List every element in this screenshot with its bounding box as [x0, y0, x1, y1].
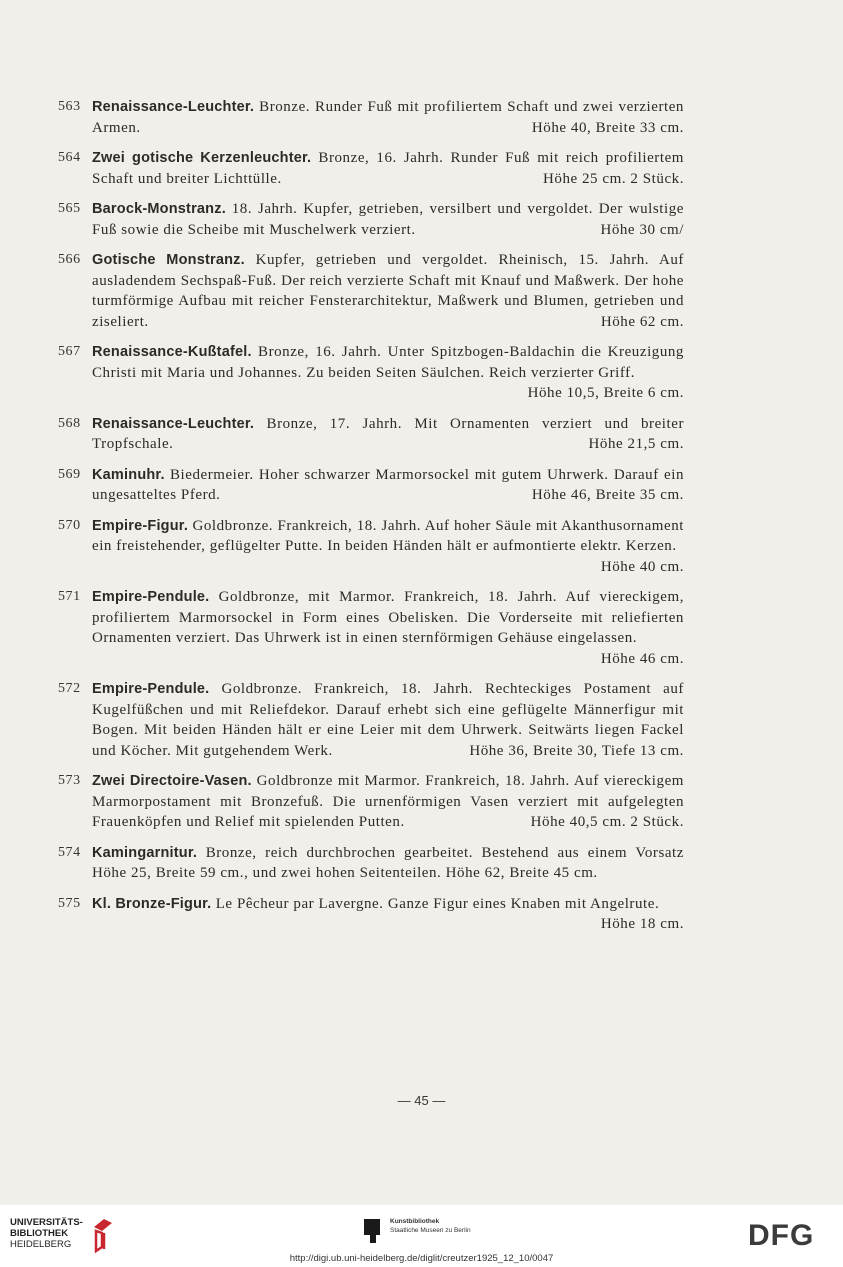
entry-title: Kamingarnitur.: [92, 844, 198, 861]
entry-description: Biedermeier. Hoher schwarzer Marmorsockel mit gutem Uhrwerk. Darauf ein ungesatteltes Pferd.: [92, 466, 684, 503]
entry-title: Barock-Monstranz.: [92, 201, 226, 217]
entry-number: 563: [58, 99, 81, 114]
entry-description: Goldbronze, mit Marmor. Frankreich, 18. Jahrh. Auf viereckigem, profiliertem Marmorsockel in Form eines Obelisken. Die Vorderseite mit reliefierten Ornamenten verziert. Das Uhrwerk ist in einen sternförmigen Gehäuse eingelassen.: [92, 589, 684, 646]
entry-dimensions: Höhe 10,5, Breite 6 cm.: [527, 385, 684, 401]
catalog-entry: [58, 894, 684, 935]
page-number: — 45 —: [397, 1093, 446, 1108]
entry-description: Bronze, 16. Jahrh. Unter Spitzbogen-Baldachin die Kreuzigung Christi mit Maria und Johannes. Zu beiden Seiten Säulchen. Reich verzierter Griff.: [92, 344, 684, 381]
university-library-logo[interactable]: [10, 1215, 120, 1255]
catalog-entry: [58, 516, 684, 578]
entry-title: Renaissance-Kußtafel.: [92, 344, 252, 360]
entry-number: 573: [58, 773, 81, 788]
entry-number: 574: [58, 844, 81, 860]
uni-line-3: HEIDELBERG: [10, 1239, 72, 1250]
kunstbibliothek-name: [390, 1217, 471, 1235]
dfg-logo[interactable]: DFG: [748, 1219, 815, 1252]
catalog-entry: [58, 587, 684, 669]
catalog-entry: [58, 414, 684, 455]
entry-title: Renaissance-Leuchter.: [92, 99, 255, 115]
university-emblem-icon: [90, 1215, 120, 1255]
uni-line-1: UNIVERSITÄTS-: [10, 1217, 83, 1228]
entry-description: Goldbronze mit Marmor. Frankreich, 18. Jahrh. Auf viereckigem Marmorpostament mit Bronzefuß. Die urnenförmigen Vasen verziert mit aufgelegten Frauenköpfen und Relief mit spielenden Putten.: [92, 773, 684, 830]
entry-number: 564: [58, 150, 81, 165]
entry-description: Bronze, 17. Jahrh. Mit Ornamenten verziert und breiter Tropfschale.: [92, 415, 684, 452]
entry-number: 567: [58, 344, 81, 359]
entry-dimensions: Höhe 62 cm.: [600, 313, 684, 330]
catalog-entry: [58, 148, 684, 189]
catalog-entry: [58, 843, 684, 884]
entry-number: 575: [58, 895, 81, 911]
entry-number: 571: [58, 589, 81, 604]
entry-dimensions: Höhe 40 cm.: [600, 558, 684, 575]
entry-number: 565: [58, 201, 81, 216]
entry-number: 570: [58, 517, 81, 533]
entry-dimensions: Höhe 25 cm. 2 Stück.: [543, 170, 684, 187]
entry-description: Le Pêcheur par Lavergne. Ganze Figur eines Knaben mit Angelrute.: [215, 895, 660, 912]
entry-number: 569: [58, 466, 81, 482]
entry-number: 566: [58, 252, 81, 267]
kunstbibliothek-emblem-icon: [362, 1217, 384, 1245]
entry-description: Kupfer, getrieben und vergoldet. Rheinisch, 15. Jahrh. Auf ausladendem Sechspaß-Fuß. Der reich verzierte Schaft mit Knauf und Maßwerk. Der hohe turmförmige Aufbau mit reicher Fensterarchitektur, Maßwerk und Blumen, getrieben und ziseliert.: [92, 252, 684, 330]
entry-dimensions: Höhe 30 cm/: [600, 221, 684, 238]
catalog-entry: [58, 342, 684, 404]
entry-dimensions: Höhe 18 cm.: [600, 916, 684, 932]
entry-title: Empire-Pendule.: [92, 681, 210, 697]
catalog-entry: [58, 679, 684, 761]
catalog-entry: [58, 465, 684, 506]
entry-title: Kl. Bronze-Figur.: [92, 895, 212, 912]
entry-description: Bronze. Runder Fuß mit profiliertem Schaft und zwei verzierten Armen.: [92, 99, 684, 136]
uni-line-2: BIBLIOTHEK: [10, 1228, 69, 1239]
entry-title: Empire-Figur.: [92, 517, 189, 534]
source-url-link[interactable]: http://digi.ub.uni-heidelberg.de/diglit/creutzer1925_12_10/0047: [289, 1253, 554, 1264]
catalog-entry: [58, 771, 684, 833]
footer-bar: [0, 1205, 843, 1267]
catalog-entry: [58, 97, 684, 138]
entry-description: Goldbronze. Frankreich, 18. Jahrh. Auf hoher Säule mit Akanthusornament ein freistehender, geflügelter Putte. In beiden Händen hält er aufmontierte elektr. Kerzen.: [92, 517, 684, 554]
entry-dimensions: Höhe 40, Breite 33 cm.: [531, 119, 684, 136]
entry-title: Empire-Pendule.: [92, 589, 210, 605]
entry-title: Gotische Monstranz.: [92, 252, 245, 268]
university-library-name: [10, 1217, 83, 1250]
entry-dimensions: Höhe 46 cm.: [600, 650, 684, 667]
catalog-entry: [58, 250, 684, 332]
catalog-entry: [58, 199, 684, 240]
entry-description: Goldbronze. Frankreich, 18. Jahrh. Rechteckiges Postament auf Kugelfüßchen und mit Reliefdekor. Darauf erhebt sich eine geflügelte Männerfigur mit Bogen. Mit beiden Händen hält er eine Leier mit dem Uhrwerk. Seitwärts liegen Fackel und Köcher. Mit gutgehendem Werk.: [92, 681, 684, 759]
entry-dimensions: Höhe 21,5 cm.: [588, 436, 684, 452]
entry-title: Renaissance-Leuchter.: [92, 415, 255, 432]
entry-title: Kaminuhr.: [92, 466, 165, 483]
entry-dimensions: Höhe 40,5 cm. 2 Stück.: [530, 814, 684, 830]
entry-number: 568: [58, 415, 81, 431]
entry-title: Zwei gotische Kerzenleuchter.: [92, 150, 312, 166]
kb-line-2: Staatliche Museen zu Berlin: [390, 1227, 471, 1234]
entry-description: 18. Jahrh. Kupfer, getrieben, versilbert und vergoldet. Der wulstige Fuß sowie die Scheibe mit Muschelwerk verziert.: [92, 201, 684, 238]
kunstbibliothek-logo[interactable]: [362, 1215, 522, 1249]
entry-description: Bronze, 16. Jahrh. Runder Fuß mit reich profiliertem Schaft und breiter Lichttülle.: [92, 150, 684, 187]
kb-line-1: Kunstbibliothek: [390, 1218, 440, 1225]
entry-description: Bronze, reich durchbrochen gearbeitet. Bestehend aus einem Vorsatz Höhe 25, Breite 59 cm., und zwei hohen Seitenteilen. Höhe 62, Breite 45 cm.: [92, 844, 684, 881]
entry-dimensions: Höhe 46, Breite 35 cm.: [531, 487, 684, 503]
entry-dimensions: Höhe 36, Breite 30, Tiefe 13 cm.: [469, 742, 684, 759]
catalog-entries: [58, 97, 684, 945]
entry-number: 572: [58, 681, 81, 696]
entry-title: Zwei Directoire-Vasen.: [92, 773, 252, 789]
